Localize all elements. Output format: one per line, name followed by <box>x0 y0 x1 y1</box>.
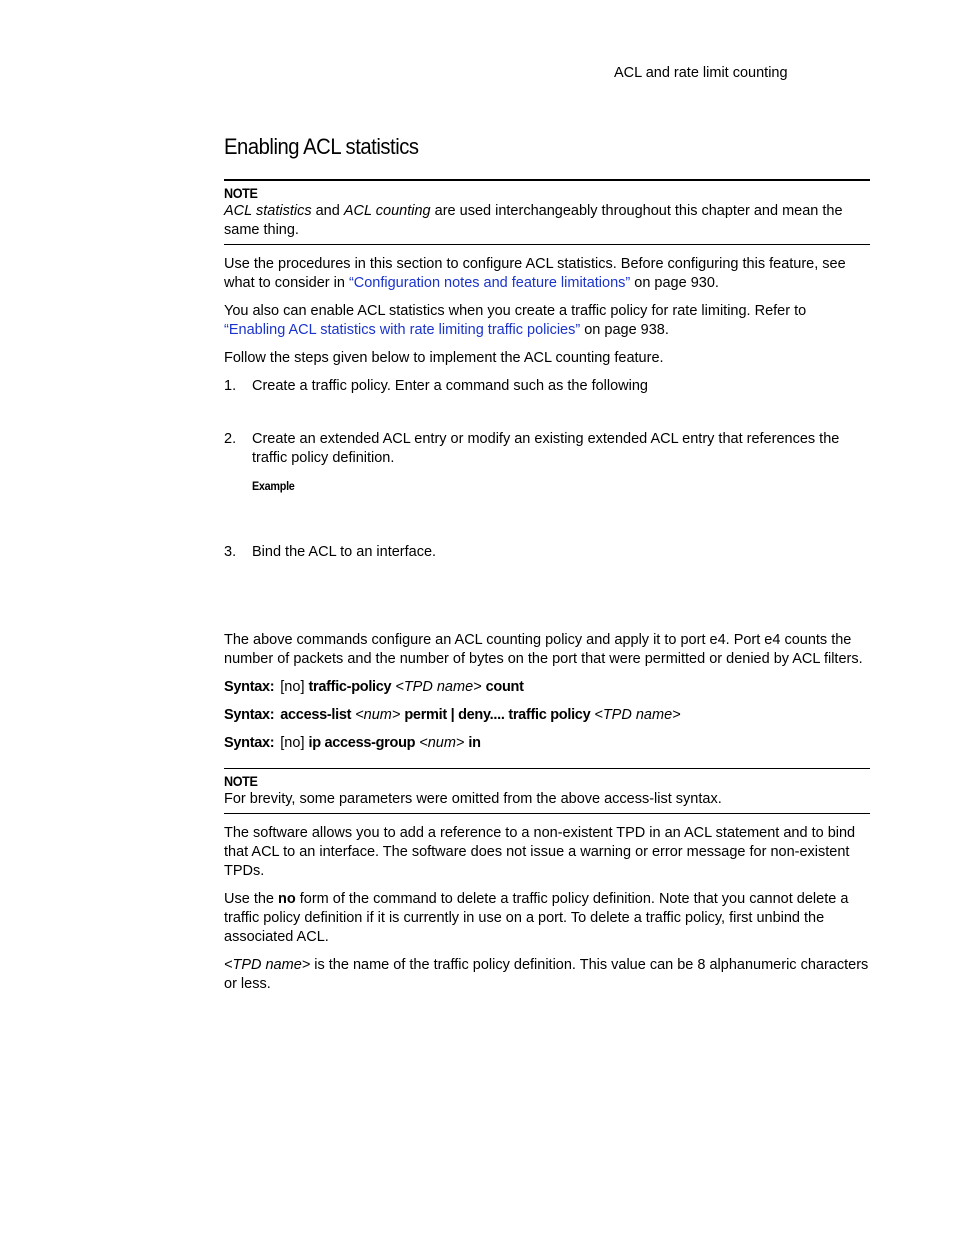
nonexistent-tpd-paragraph: The software allows you to add a reference to a non-existent TPD in an ACL statement and to bind that ACL to an interface. The software does not issue a warning or error message for non-existent TPDs. <box>224 825 856 879</box>
syntax-argument: <num> <box>419 735 465 751</box>
syntax-keyword: count <box>485 679 524 695</box>
intro-suffix: on page 930. <box>630 275 719 291</box>
tpd-name-text: is the name of the traffic policy definition. This value can be 8 alphanumeric characters or less. <box>224 957 869 992</box>
step-text: Create a traffic policy. Enter a command such as the following <box>252 378 648 394</box>
running-header: ACL and rate limit counting <box>614 65 788 81</box>
list-item <box>224 430 870 496</box>
no-form-paragraph <box>224 890 870 947</box>
no-keyword: no <box>278 891 296 907</box>
steps-list <box>224 377 870 562</box>
step-text: Bind the ACL to an interface. <box>252 544 437 560</box>
no-form-text: form of the command to delete a traffic policy definition. Note that you cannot delete a traffic policy definition if it is currently in use on a port. To delete a traffic policy, first unbind the associated ACL. <box>224 891 849 945</box>
link-configuration-notes[interactable]: “Configuration notes and feature limitations” <box>348 275 631 291</box>
intro-paragraph <box>224 255 870 293</box>
example-label: Example <box>252 479 295 493</box>
note-rest: are used interchangeably throughout this chapter and mean the same thing. <box>224 203 843 238</box>
rate-limit-text: You also can enable ACL statistics when you create a traffic policy for rate limiting. Refer to <box>224 303 807 319</box>
intro-text: Use the procedures in this section to configure ACL statistics. Before configuring this feature, see what to consider in <box>224 256 846 291</box>
step-number: 3. <box>224 544 237 560</box>
note-label: NOTE <box>224 185 258 201</box>
syntax-keyword: in <box>468 735 481 751</box>
result-paragraph: The above commands configure an ACL counting policy and apply it to port e4. Port e4 counts the number of packets and the number of bytes on the port that were permitted or denied by ACL filters. <box>224 632 863 667</box>
syntax-command: ip access-group <box>308 735 416 751</box>
note-text <box>224 202 870 240</box>
syntax-ip-access-group <box>224 734 870 753</box>
syntax-argument: <TPD name> <box>594 707 681 723</box>
syntax-optional: [no] <box>280 735 305 751</box>
step-text: Create an extended ACL entry or modify an existing extended ACL entry that references the traffic policy definition. <box>252 431 840 466</box>
syntax-command: traffic-policy <box>308 679 392 695</box>
no-form-prefix: Use the <box>224 891 278 907</box>
note-box <box>224 768 870 814</box>
step-number: 1. <box>224 378 237 394</box>
note-text: For brevity, some parameters were omitted from the above access-list syntax. <box>224 791 722 807</box>
syntax-argument: <num> <box>355 707 401 723</box>
note-term-acl-counting: ACL counting <box>343 203 431 219</box>
syntax-argument: <TPD name> <box>395 679 482 695</box>
rate-limit-suffix: on page 938. <box>580 322 669 338</box>
tpd-name-paragraph <box>224 956 870 994</box>
syntax-access-list <box>224 706 870 725</box>
note-conjunction: and <box>311 203 344 219</box>
note-box <box>224 179 870 245</box>
note-label: NOTE <box>224 773 258 789</box>
syntax-label: Syntax: <box>224 707 275 723</box>
tpd-name-argument: <TPD name> <box>224 957 311 973</box>
list-item <box>224 377 870 396</box>
syntax-keyword: permit | deny.... traffic policy <box>404 707 591 723</box>
syntax-label: Syntax: <box>224 679 275 695</box>
syntax-command: access-list <box>280 707 352 723</box>
syntax-label: Syntax: <box>224 735 275 751</box>
rate-limit-paragraph <box>224 302 870 340</box>
link-enabling-acl-statistics-rate-limiting[interactable]: “Enabling ACL statistics with rate limiting traffic policies” <box>224 322 581 338</box>
syntax-optional: [no] <box>280 679 305 695</box>
list-item <box>224 543 870 562</box>
syntax-traffic-policy <box>224 678 870 697</box>
step-number: 2. <box>224 431 237 447</box>
steps-intro-paragraph: Follow the steps given below to implement the ACL counting feature. <box>224 350 664 366</box>
section-title: Enabling ACL statistics <box>224 134 419 159</box>
note-term-acl-statistics: ACL statistics <box>224 203 312 219</box>
document-body <box>224 131 870 994</box>
